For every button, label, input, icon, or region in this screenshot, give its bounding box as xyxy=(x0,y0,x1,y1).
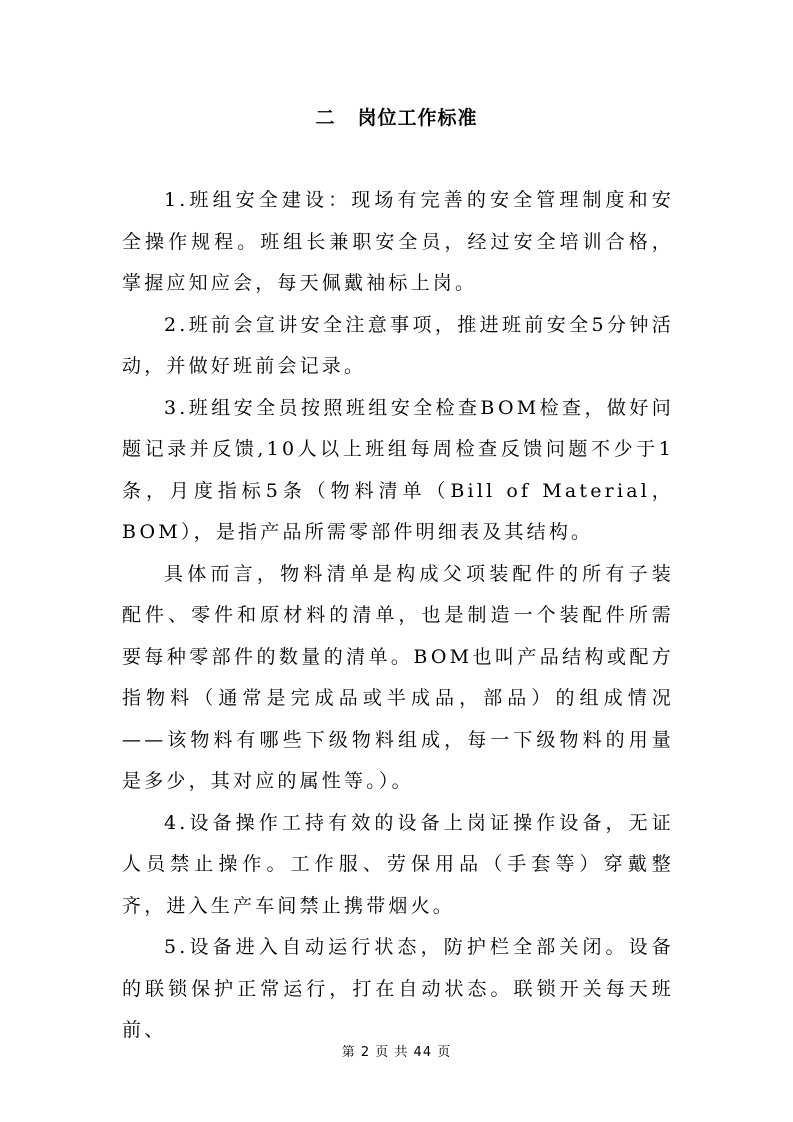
paragraph-5: 4.设备操作工持有效的设备上岗证操作设备，无证人员禁止操作。工作服、劳保用品（手套等）穿戴整齐，进入生产车间禁止携带烟火。 xyxy=(122,811,674,917)
body-text xyxy=(122,180,674,1052)
section-number: 二 xyxy=(315,107,336,129)
paragraph-3: 3.班组安全员按照班组安全检查BOM检查，做好问题记录并反馈,10人以上班组每周检查反馈问题不少于1条，月度指标5条（物料清单（Bill of Material，BOM），是指产品所需零部件明细表及其结构。 xyxy=(122,396,674,543)
paragraph-6: 5.设备进入自动运行状态，防护栏全部关闭。设备的联锁保护正常运行，打在自动状态。联锁开关每天班前、 xyxy=(122,936,674,1041)
paragraph-4: 具体而言，物料清单是构成父项装配件的所有子装配件、零件和原材料的清单，也是制造一个装配件所需要每种零部件的数量的清单。BOM也叫产品结构或配方指物料（通常是完成品或半成品，部品）的组成情况——该物料有哪些下级物料组成，每一下级物料的用量是多少，其对应的属性等。）。 xyxy=(122,562,674,792)
section-title: 岗位工作标准 xyxy=(357,107,478,129)
section-heading xyxy=(0,103,793,130)
paragraph-2: 2.班前会宣讲安全注意事项，推进班前安全5分钟活动，并做好班前会记录。 xyxy=(122,313,674,377)
page-footer: 第 2 页 共 44 页 xyxy=(341,1045,452,1060)
paragraph-1: 1.班组安全建设：现场有完善的安全管理制度和安全操作规程。班组长兼职安全员，经过安全培训合格，掌握应知应会，每天佩戴袖标上岗。 xyxy=(122,189,674,294)
